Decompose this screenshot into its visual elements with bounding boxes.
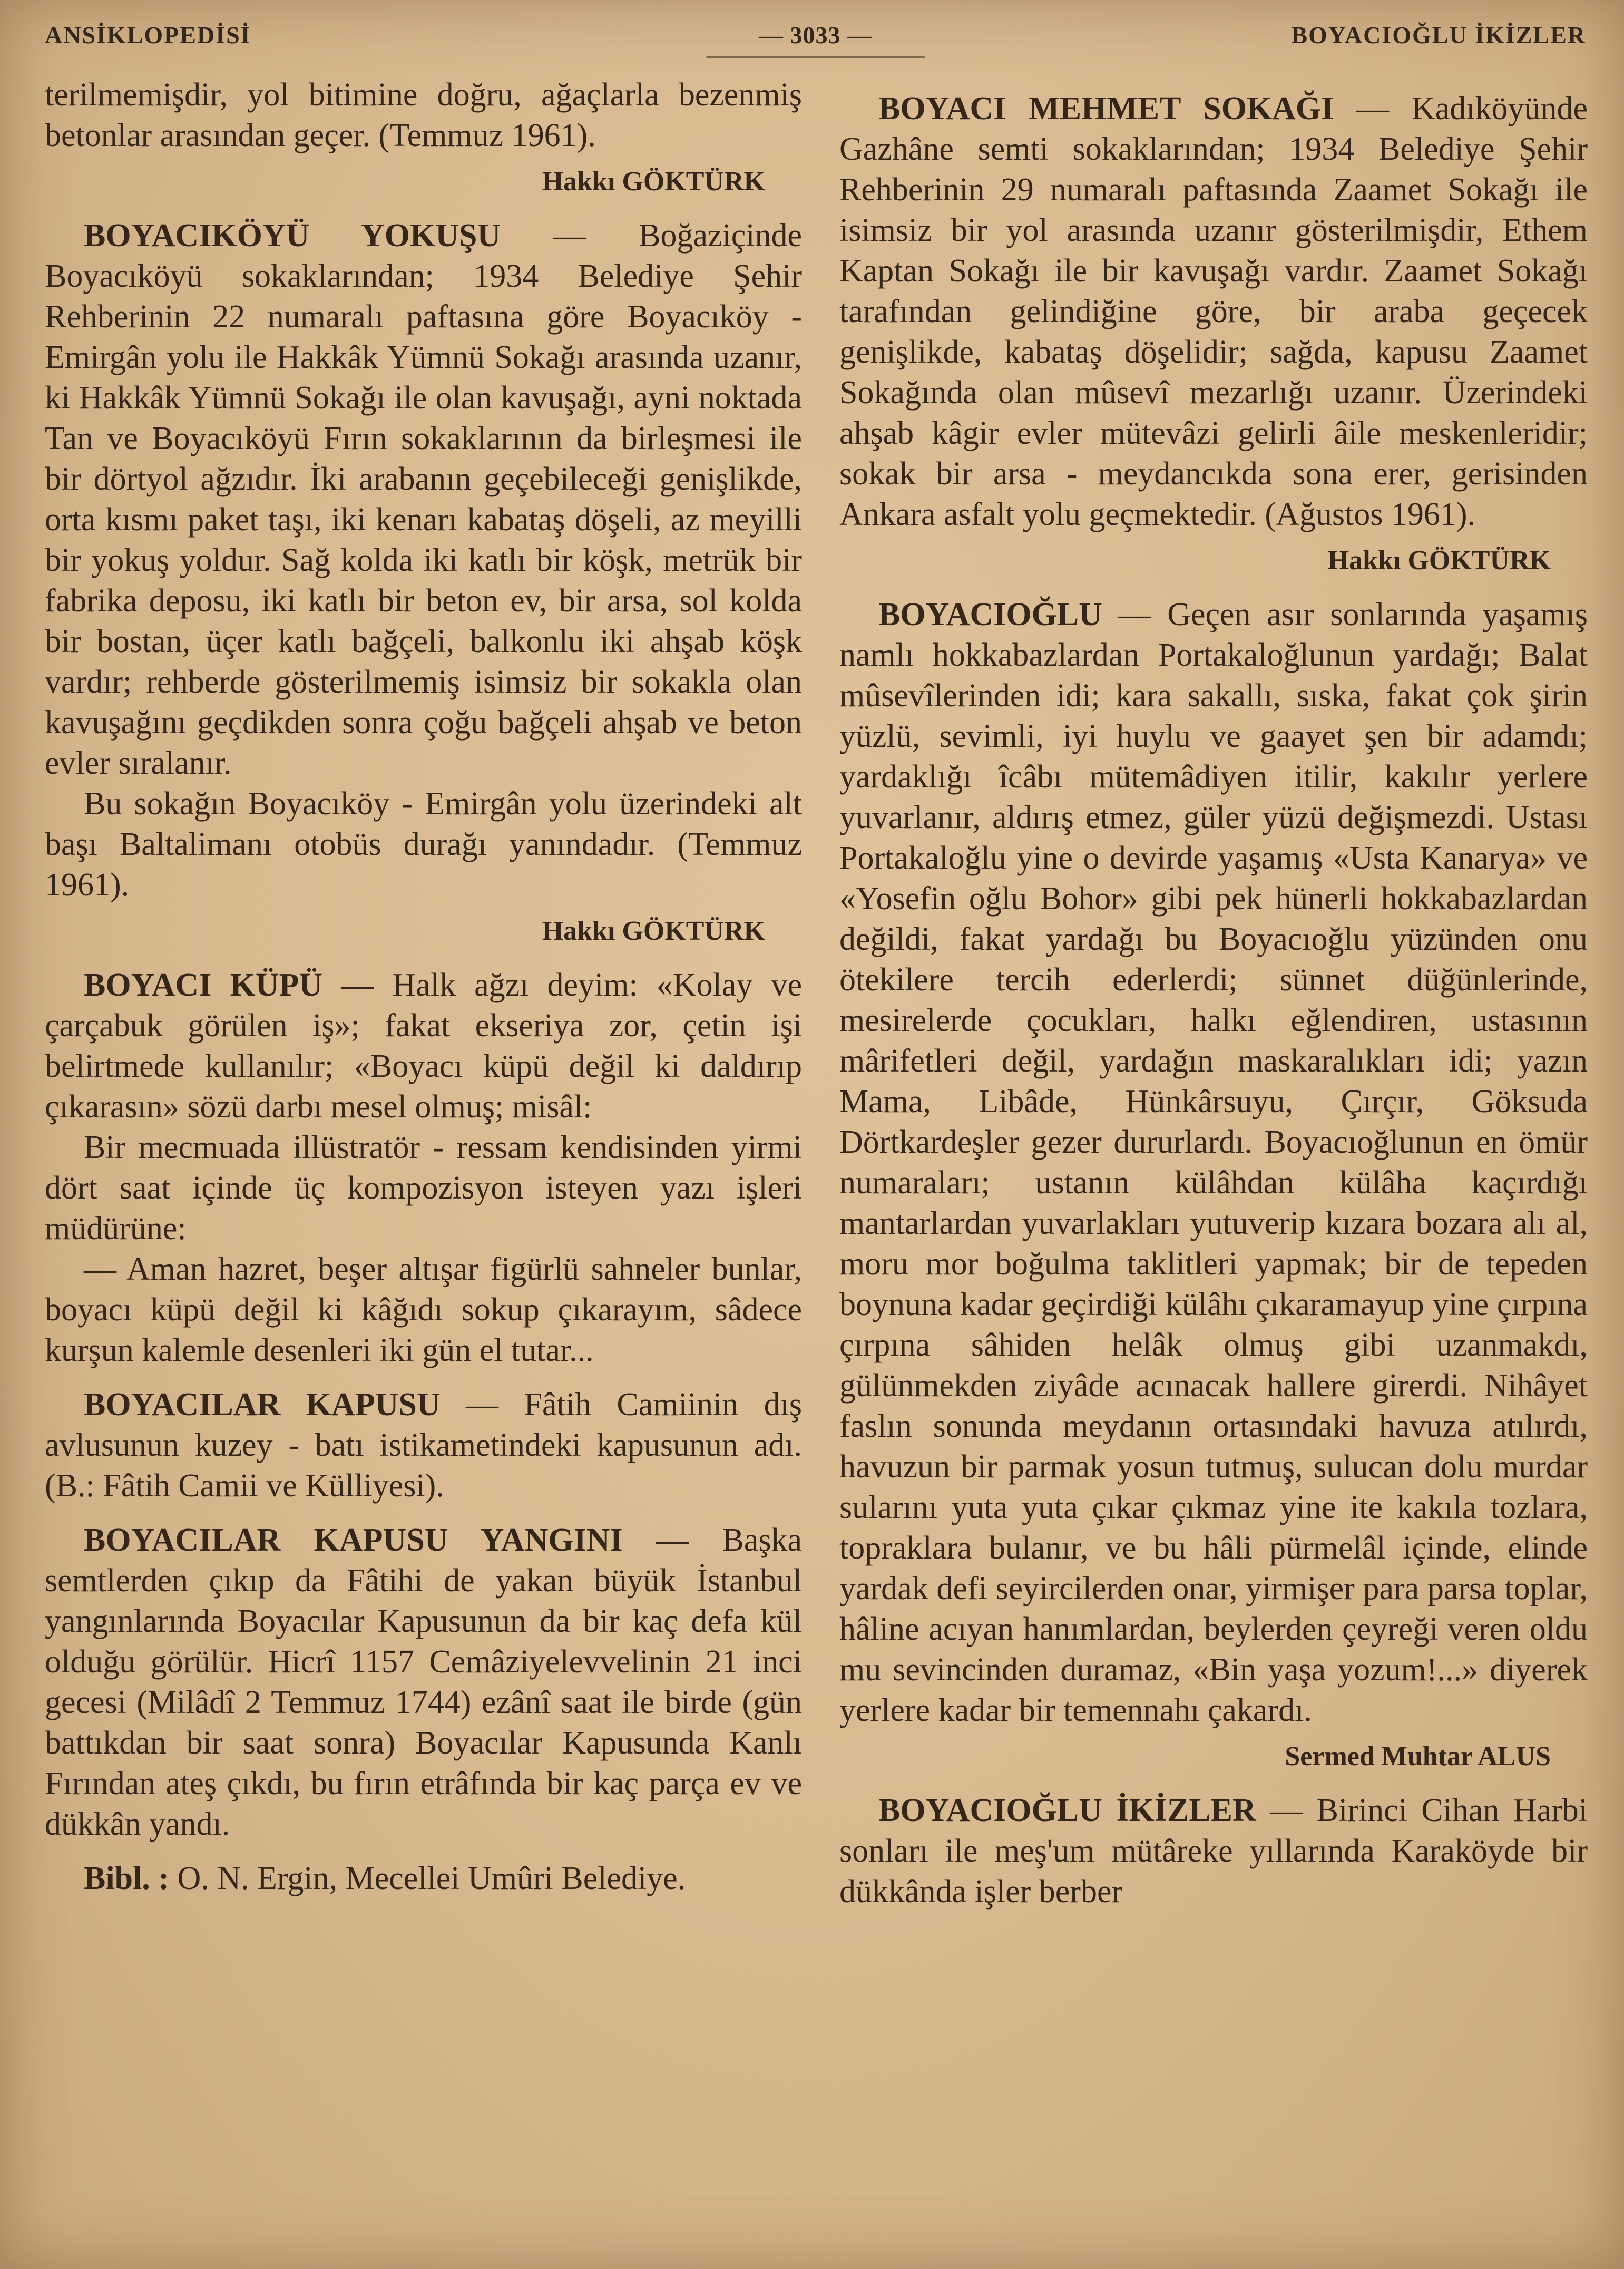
entry-text: — Kadıköyünde Gazhâne semti sokaklarından; 1934 Belediye Şehir Rehberinin 29 numaralı paftasında Zaamet Sokağı ile isimsiz bir yol arasında uzanır gösterilmişdir, Ethem Kaptan Sokağı ile bir kavuşağı vardır. Zaamet Sokağı tarafından gelindiğine göre, bir araba geçecek genişlikde, kabataş döşelidir; sağda, kapusu Zaamet Sokağında olan mûsevî mezarlığı uzanır. Üzerindeki ahşab kâgir evler mütevâzi gelirli âile meskenleridir; sokak bir arsa - meydancıkda sona erer, gerisinden Ankara asfalt yolu geçmektedir. (Ağustos 1961).: [839, 91, 1588, 532]
signature: [45, 911, 802, 951]
entry-text: — Başka semtlerden çıkıp da Fâtihi de yakan büyük İstanbul yangınlarında Boyacılar Kapusunun da bir kaç defa kül olduğu görülür. Hicrî 1157 Cemâziyelevvelinin 21 inci gecesi (Milâdî 2 Temmuz 1744) ezânî saat ile birde (gün battıkdan bir saat sonra) Boyacılar Kapusunda Kanlı Fırından ateş çıkdı, bu fırın etrâfında bir kaç parça ev ve dükkân yandı.: [45, 1522, 802, 1842]
entry-paragraph: [45, 965, 802, 1127]
signature: [45, 161, 802, 202]
header-running-title: BOYACIOĞLU İKİZLER: [1291, 22, 1586, 48]
entry-term: BOYACIOĞLU İKİZLER: [878, 1793, 1256, 1828]
signature-text: Hakkı GÖKTÜRK: [542, 916, 765, 946]
entry-text: — Birinci Cihan Harbi sonları ile meş'um mütâreke yıllarında Karaköyde bir dükkânda işler berber: [839, 1793, 1588, 1910]
entry-term: BOYACIKÖYÜ YOKUŞU: [84, 218, 501, 254]
signature-text: Hakkı GÖKTÜRK: [542, 167, 765, 197]
paragraph-text: Bir mecmuada illüstratör - ressam kendisinden yirmi dört saat içinde üç kompozisyon isteyen yazı işleri müdürüne:: [45, 1129, 802, 1247]
signature: [839, 540, 1588, 581]
entry-term: BOYACIOĞLU: [878, 597, 1102, 632]
entry-text: — Halk ağzı deyim: «Kolay ve çarçabuk görülen iş»; fakat ekseriya zor, çetin işi belirtmede kullanılır; «Boyacı küpü değil ki daldırıp çıkarasın» sözü darbı mesel olmuş; misâl:: [45, 967, 802, 1125]
paragraph-text: terilmemişdir, yol bitimine doğru, ağaçlarla bezenmiş betonlar arasından geçer. (Temmuz 1961).: [45, 77, 802, 153]
paragraph: [45, 1249, 802, 1371]
bibliography-label: Bibl. :: [84, 1861, 169, 1896]
left-column: [45, 75, 802, 1899]
entry-paragraph: [45, 1385, 802, 1506]
signature: [839, 1736, 1588, 1777]
entry-term: BOYACILAR KAPUSU YANGINI: [84, 1522, 623, 1558]
entry-paragraph: [839, 89, 1588, 535]
entry-paragraph: [839, 595, 1588, 1731]
page-number: — 3033 —: [706, 21, 925, 58]
entry-paragraph: [45, 1520, 802, 1845]
paragraph: [45, 784, 802, 905]
paragraph-text: — Aman hazret, beşer altışar figürlü sahneler bunlar, boyacı küpü değil ki kâğıdı sokup çıkarayım, sâdece kurşun kalemle desenleri iki gün el tutar...: [45, 1251, 802, 1368]
right-column: [839, 75, 1588, 1912]
paragraph-continuation: [45, 75, 802, 156]
entry-term: BOYACI KÜPÜ: [84, 967, 323, 1003]
signature-text: Sermed Muhtar ALUS: [1285, 1741, 1551, 1771]
entry-term: BOYACILAR KAPUSU: [84, 1387, 441, 1423]
entry-paragraph: [839, 1790, 1588, 1912]
entry-text: — Fâtih Camiinin dış avlusunun kuzey - batı istikametindeki kapusunun adı. (B.: Fâtih Camii ve Külliyesi).: [45, 1387, 802, 1504]
entry-text: — Boğaziçinde Boyacıköyü sokaklarından; 1934 Belediye Şehir Rehberinin 22 numaralı paftasına göre Boyacıköy - Emirgân yolu ile Hakkâk Yümnü Sokağı arasında uzanır, ki Hakkâk Yümnü Sokağı ile olan kavuşağı, ayni noktada Tan ve Boyacıköyü Fırın sokaklarının da birleşmesi ile bir dörtyol ağzıdır. İki arabanın geçebileceği genişlikde, orta kısmı paket taşı, iki kenarı kabataş döşeli, az meyilli bir yokuş yoldur. Sağ kolda iki katlı bir köşk, metrük bir fabrika deposu, iki katlı bir beton ev, bir arsa, sol kolda bir bostan, üçer katlı bağçeli, balkonlu iki ahşab köşk vardır; rehberde gösterilmemiş isimsiz bir sokakla olan kavuşağını geçdikden sonra çoğu bağçeli ahşab ve beton evler sıralanır.: [45, 218, 802, 781]
entry-text: — Geçen asır sonlarında yaşamış namlı hokkabazlardan Portakaloğlunun yardağı; Balat mûsevîlerinden idi; kara sakallı, sıska, fakat çok şirin yüzlü, sevimli, iyi huylu ve gaayet şen bir adamdı; yardaklığı îcâbı mütemâdiyen itilir, kakılır yerlere yuvarlanır, aldırış etmez, güler yüzü değişmezdi. Ustası Portakaloğlu yine o devirde yaşamış «Usta Kanarya» ve «Yosefin oğlu Bohor» gibi pek hünerli hokkabazlardan değildi, fakat yardağı bu Boyacıoğlu yüzünden onu ötekilere tercih ederlerdi; sünnet düğünlerinde, mesirelerde çocukları, halkı eğlendiren, ustasının mârifetleri değil, yardağın maskaralıkları idi; yazın Mama, Libâde, Hünkârsuyu, Çırçır, Göksuda Dörtkardeşler gezer dururlardı. Boyacıoğlunun en ömür numaraları; ustanın külâhdan külâha kaçırdığı mantarlardan yuvarlakları yutuverip kızara bozara alı al, moru mor boğulma taklitleri yapmak; bir de tepeden boynuna kadar geçirdiği külâhı çıkaramayup yine çırpına çırpına sâhiden helâk olmuş gibi uzanmakdı, gülünmekden ziyâde acınacak hallere girerdi. Nihâyet faslın sonunda meydanın ortasındaki havuza atılırdı, havuzun bir parmak yosun tutmuş, sulucan dolu murdar sularını yuta yuta çıkar çıkmaz yine ite kakıla tozlara, topraklara bulanır, ve bu hâli pürmelâl içinde, elinde yardak defi seyircilerden onar, yirmişer para parsa toplar, hâline acıyan hanımlardan, beylerden çeyreği veren oldu mu sevincinden duramaz, «Bin yaşa yozum!...» diyerek yerlere kadar bir temennahı çakardı.: [839, 597, 1588, 1728]
entry-term: BOYACI MEHMET SOKAĞI: [878, 91, 1334, 126]
header-publication-title: ANSİKLOPEDİSİ: [45, 22, 251, 48]
paragraph-text: Bu sokağın Boyacıköy - Emirgân yolu üzerindeki alt başı Baltalimanı otobüs durağı yanındadır. (Temmuz 1961).: [45, 786, 802, 903]
signature-text: Hakkı GÖKTÜRK: [1327, 546, 1551, 576]
bibliography-text: O. N. Ergin, Mecellei Umûri Belediye.: [169, 1861, 686, 1896]
page-header: [45, 21, 1586, 63]
entry-paragraph: [45, 216, 802, 784]
bibliography-line: [45, 1858, 802, 1899]
paragraph: [45, 1127, 802, 1249]
